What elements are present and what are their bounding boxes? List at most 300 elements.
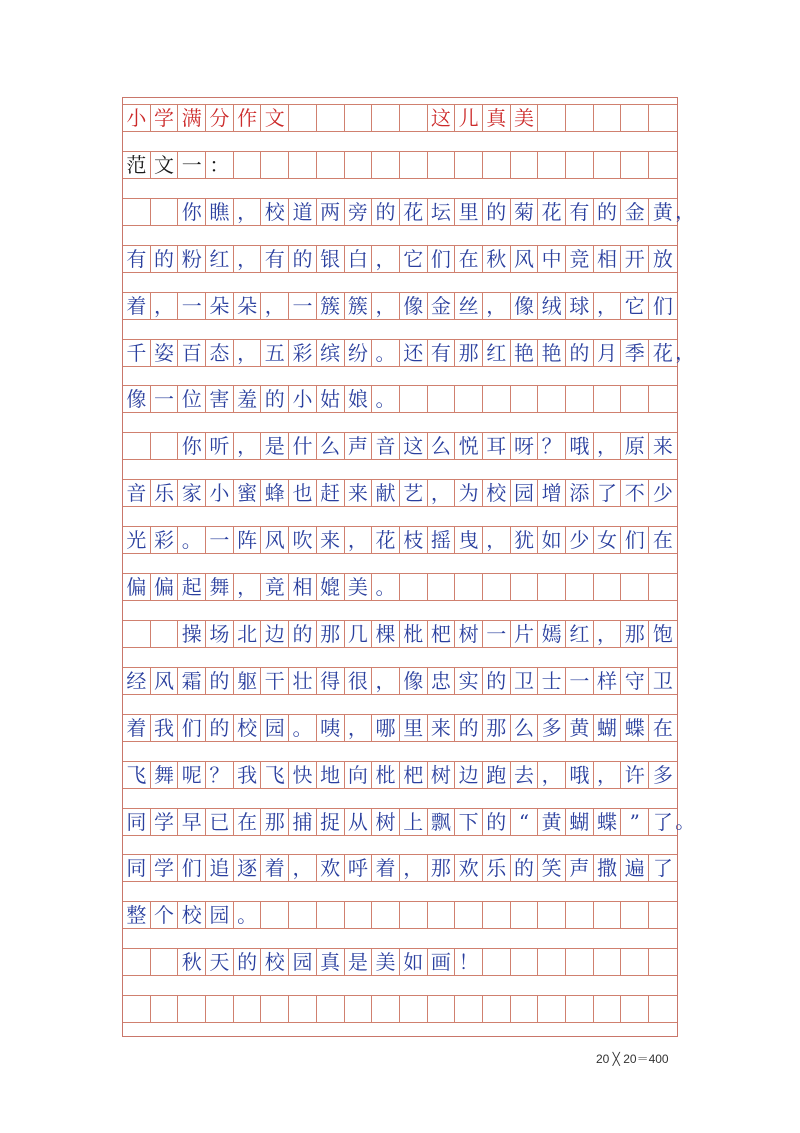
grid-cell: 园: [511, 479, 539, 507]
composition-grid-paper: [122, 97, 696, 1037]
grid-cell: ，: [261, 292, 289, 320]
grid-cell: 饱: [649, 620, 677, 648]
grid-cell: 来: [317, 526, 345, 554]
grid-cell: 朵: [206, 292, 234, 320]
grid-cell: 有: [566, 198, 594, 226]
grid-cell: 原: [621, 432, 649, 460]
grid-cell: [317, 995, 345, 1023]
grid-cell: 音: [123, 479, 151, 507]
grid-cell: 风: [151, 667, 179, 695]
grid-cell: [234, 995, 262, 1023]
grid-cell: 飞: [123, 761, 151, 789]
grid-cell: 呢: [178, 761, 206, 789]
grid-cell: 追: [206, 854, 234, 882]
grid-cell: 在: [234, 808, 262, 836]
grid-cell: 害: [206, 385, 234, 413]
grid-cell: [566, 948, 594, 976]
grid-cell: ？: [206, 761, 234, 789]
grid-cell: 的: [483, 198, 511, 226]
grid-cell: [511, 385, 539, 413]
grid-cell: ，: [594, 292, 622, 320]
grid-row: [123, 479, 677, 507]
grid-row: [123, 854, 677, 882]
grid-cell: 红: [566, 620, 594, 648]
grid-cell: 校: [234, 714, 262, 742]
grid-cell: [511, 948, 539, 976]
grid-cell: 作: [234, 104, 262, 132]
grid-cell: 两: [317, 198, 345, 226]
grid-cell: [428, 573, 456, 601]
grid-cell: 像: [400, 292, 428, 320]
grid-cell: 这: [428, 104, 456, 132]
grid-cell: 们: [649, 292, 677, 320]
grid-cell: 里: [455, 198, 483, 226]
grid-cell: 满: [178, 104, 206, 132]
grid-cell: 媲: [317, 573, 345, 601]
grid-cell: [566, 995, 594, 1023]
margin-punctuation: 。: [675, 808, 696, 833]
grid-cell: 风: [511, 245, 539, 273]
grid-cell: 红: [206, 245, 234, 273]
grid-cell: 。: [234, 901, 262, 929]
grid-cell: 枝: [400, 526, 428, 554]
grid-cell: [566, 151, 594, 179]
grid-cell: 中: [538, 245, 566, 273]
grid-cell: [428, 151, 456, 179]
grid-cell: 月: [594, 339, 622, 367]
grid-cell: [345, 104, 373, 132]
grid-cell: 是: [261, 432, 289, 460]
grid-cell: 白: [345, 245, 373, 273]
grid-cell: [538, 385, 566, 413]
grid-cell: ，: [428, 479, 456, 507]
grid-cell: 跑: [483, 761, 511, 789]
grid-cell: 枇: [400, 620, 428, 648]
grid-cell: 着: [123, 714, 151, 742]
grid-cell: 一: [289, 292, 317, 320]
grid-cell: 旁: [345, 198, 373, 226]
grid-cell: 你: [178, 432, 206, 460]
grid-cell: 边: [455, 761, 483, 789]
grid-cell: [621, 151, 649, 179]
grid-cell: 音: [372, 432, 400, 460]
grid-row: [123, 995, 677, 1023]
grid-cell: [594, 995, 622, 1023]
grid-cell: 飞: [261, 761, 289, 789]
grid-cell: 蝴: [594, 714, 622, 742]
grid-row: [123, 245, 677, 273]
grid-cell: 棵: [372, 620, 400, 648]
grid-cell: 曳: [455, 526, 483, 554]
grid-cell: [538, 995, 566, 1023]
grid-cell: [566, 901, 594, 929]
grid-cell: [455, 901, 483, 929]
grid-cell: 呼: [345, 854, 373, 882]
grid-cell: 学: [151, 854, 179, 882]
grid-cell: 守: [621, 667, 649, 695]
grid-cell: [511, 995, 539, 1023]
grid-cell: ！: [455, 948, 483, 976]
grid-cell: 的: [594, 198, 622, 226]
grid-cell: 百: [178, 339, 206, 367]
grid-cell: 一: [483, 620, 511, 648]
grid-cell: [151, 198, 179, 226]
grid-cell: 添: [566, 479, 594, 507]
grid-cell: 天: [206, 948, 234, 976]
grid-row: [123, 620, 677, 648]
grid-row: [123, 901, 677, 929]
grid-cell: 缤: [317, 339, 345, 367]
grid-cell: 杷: [428, 620, 456, 648]
grid-cell: 范: [123, 151, 151, 179]
grid-cell: 儿: [455, 104, 483, 132]
grid-cell: 姿: [151, 339, 179, 367]
grid-cell: 起: [178, 573, 206, 601]
grid-cell: 逐: [234, 854, 262, 882]
grid-cell: 了: [594, 479, 622, 507]
grid-cell: 羞: [234, 385, 262, 413]
grid-cell: 几: [345, 620, 373, 648]
grid-cell: [594, 151, 622, 179]
grid-cell: 艳: [511, 339, 539, 367]
grid-cell: 像: [511, 292, 539, 320]
grid-cell: [455, 995, 483, 1023]
grid-cell: ，: [372, 245, 400, 273]
grid-cell: 赶: [317, 479, 345, 507]
grid-cell: 的: [261, 385, 289, 413]
grid-cell: [594, 901, 622, 929]
grid-cell: 的: [289, 620, 317, 648]
grid-cell: 的: [455, 714, 483, 742]
grid-cell: ，: [400, 854, 428, 882]
grid-cell: 树: [455, 620, 483, 648]
grid-cell: 少: [649, 479, 677, 507]
grid-cell: 蜂: [261, 479, 289, 507]
grid-cell: 秋: [483, 245, 511, 273]
grid-cell: 杷: [400, 761, 428, 789]
grid-cell: 美: [511, 104, 539, 132]
grid-cell: 学: [151, 104, 179, 132]
grid-cell: 一: [566, 667, 594, 695]
grid-cell: 季: [621, 339, 649, 367]
grid-cell: ，: [289, 854, 317, 882]
grid-cell: 少: [566, 526, 594, 554]
grid-cell: [400, 385, 428, 413]
grid-cell: [372, 104, 400, 132]
grid-cell: [123, 948, 151, 976]
grid-cell: 如: [538, 526, 566, 554]
grid-cell: [621, 901, 649, 929]
margin-punctuation: ，: [675, 198, 696, 223]
grid-cell: 道: [289, 198, 317, 226]
grid-cell: 咦: [317, 714, 345, 742]
grid-cell: ，: [234, 198, 262, 226]
grid-row: [123, 339, 696, 367]
grid-cell: [400, 901, 428, 929]
grid-cell: 干: [261, 667, 289, 695]
grid-cell: 画: [428, 948, 456, 976]
grid-cell: 花 ，: [649, 339, 677, 367]
grid-cell: ，: [234, 573, 262, 601]
grid-cell: [261, 995, 289, 1023]
grid-cell: 粉: [178, 245, 206, 273]
grid-cell: 竟: [261, 573, 289, 601]
grid-cell: [428, 901, 456, 929]
grid-cell: [123, 198, 151, 226]
grid-cell: 实: [455, 667, 483, 695]
grid-cell: [289, 995, 317, 1023]
grid-row: [123, 808, 696, 836]
grid-cell: 卫: [649, 667, 677, 695]
grid-cell: 秋: [178, 948, 206, 976]
grid-cell: 树: [372, 808, 400, 836]
grid-cell: 。: [178, 526, 206, 554]
grid-cell: 下: [455, 808, 483, 836]
grid-cell: 上: [400, 808, 428, 836]
grid-cell: 相: [594, 245, 622, 273]
grid-cell: 黄 ，: [649, 198, 677, 226]
grid-cell: [483, 901, 511, 929]
grid-cell: [649, 385, 677, 413]
grid-cell: [400, 995, 428, 1023]
grid-cell: [234, 151, 262, 179]
grid-cell: 吹: [289, 526, 317, 554]
grid-cell: [538, 151, 566, 179]
grid-cell: [649, 901, 677, 929]
grid-cell: [289, 901, 317, 929]
grid-cell: 金: [621, 198, 649, 226]
grid-cell: 球: [566, 292, 594, 320]
grid-cell: 风: [261, 526, 289, 554]
grid-cell: [621, 385, 649, 413]
grid-cell: 整: [123, 901, 151, 929]
grid-cell: 女: [594, 526, 622, 554]
grid-row: [123, 292, 677, 320]
grid-cell: 在: [455, 245, 483, 273]
margin-punctuation: ，: [675, 339, 696, 364]
grid-cell: 姑: [317, 385, 345, 413]
grid-cell: 五: [261, 339, 289, 367]
grid-cell: [511, 573, 539, 601]
grid-row: [123, 761, 677, 789]
grid-cell: [566, 385, 594, 413]
grid-cell: [594, 104, 622, 132]
grid-cell: 卫: [511, 667, 539, 695]
grid-cell: 相: [289, 573, 317, 601]
grid-cell: ，: [372, 292, 400, 320]
grid-cell: 撒: [594, 854, 622, 882]
grid-cell: 校: [178, 901, 206, 929]
grid-cell: 竞: [566, 245, 594, 273]
grid-cell: 听: [206, 432, 234, 460]
grid-cell: 献: [372, 479, 400, 507]
grid-cell: 我: [151, 714, 179, 742]
grid-cell: [483, 948, 511, 976]
grid-cell: 艺: [400, 479, 428, 507]
grid-cell: [621, 995, 649, 1023]
grid-cell: 一: [178, 151, 206, 179]
grid-cell: 蝶: [621, 714, 649, 742]
grid-cell: 学: [151, 808, 179, 836]
grid-cell: 黄: [566, 714, 594, 742]
grid-cell: [289, 104, 317, 132]
grid-cell: 边: [261, 620, 289, 648]
grid-cell: 飘: [428, 808, 456, 836]
grid-cell: 来: [428, 714, 456, 742]
grid-cell: 的: [372, 198, 400, 226]
grid-cell: 经: [123, 667, 151, 695]
grid-cell: [649, 573, 677, 601]
grid-cell: 操: [178, 620, 206, 648]
grid-cell: 有: [428, 339, 456, 367]
grid-cell: 了: [649, 854, 677, 882]
grid-cell: [455, 573, 483, 601]
grid-cell: 笑: [538, 854, 566, 882]
grid-row: [123, 714, 677, 742]
grid-cell: 彩: [151, 526, 179, 554]
grid-cell: 它: [400, 245, 428, 273]
grid-cell: 忠: [428, 667, 456, 695]
grid-cell: 文: [151, 151, 179, 179]
grid-cell: 分: [206, 104, 234, 132]
grid-cell: [649, 995, 677, 1023]
grid-cell: 一: [178, 292, 206, 320]
grid-cell: [317, 901, 345, 929]
grid-cell: 开: [621, 245, 649, 273]
grid-cell: 在: [649, 714, 677, 742]
grid-cell: 们: [621, 526, 649, 554]
grid-cell: 菊: [511, 198, 539, 226]
grid-cell: 士: [538, 667, 566, 695]
grid-row: [123, 667, 677, 695]
grid-cell: 舞: [206, 573, 234, 601]
grid-count-label: 20 ╳ 20＝400: [596, 1052, 669, 1066]
grid-cell: 快: [289, 761, 317, 789]
grid-cell: 我: [234, 761, 262, 789]
grid-cell: [538, 901, 566, 929]
grid-cell: [621, 104, 649, 132]
grid-cell: ，: [234, 339, 262, 367]
grid-cell: [511, 151, 539, 179]
grid-cell: 的: [206, 714, 234, 742]
grid-row: [123, 526, 677, 554]
grid-cell: ，: [594, 620, 622, 648]
grid-cell: ，: [483, 526, 511, 554]
grid-cell: [345, 995, 373, 1023]
grid-cell: [151, 995, 179, 1023]
grid-cell: 犹: [511, 526, 539, 554]
grid-cell: [206, 995, 234, 1023]
grid-cell: 声: [345, 432, 373, 460]
grid-cell: 的: [289, 245, 317, 273]
grid-cell: [483, 573, 511, 601]
grid-cell: 瞧: [206, 198, 234, 226]
grid-cell: 丝: [455, 292, 483, 320]
grid-cell: 的: [151, 245, 179, 273]
grid-cell: 遍: [621, 854, 649, 882]
grid-cell: 花: [372, 526, 400, 554]
grid-cell: 光: [123, 526, 151, 554]
grid-cell: [455, 151, 483, 179]
grid-cell: 同: [123, 854, 151, 882]
grid-cell: 美: [372, 948, 400, 976]
grid-row: [123, 948, 677, 976]
grid-cell: 如: [400, 948, 428, 976]
grid-cell: 蜜: [234, 479, 262, 507]
grid-cell: [345, 151, 373, 179]
grid-cell: 已: [206, 808, 234, 836]
grid-cell: 偏: [151, 573, 179, 601]
grid-cell: [400, 104, 428, 132]
grid-cell: 得: [317, 667, 345, 695]
grid-cell: 从: [345, 808, 373, 836]
grid-cell: 地: [317, 761, 345, 789]
grid-cell: 壮: [289, 667, 317, 695]
grid-cell: 哦: [566, 432, 594, 460]
grid-cell: ，: [345, 714, 373, 742]
grid-cell: 枇: [372, 761, 400, 789]
grid-cell: 同: [123, 808, 151, 836]
grid-cell: 簇: [317, 292, 345, 320]
grid-cell: [511, 901, 539, 929]
grid-cell: [483, 151, 511, 179]
grid-cell: 里: [400, 714, 428, 742]
grid-row: [123, 573, 677, 601]
grid-cell: 哪: [372, 714, 400, 742]
grid-cell: 偏: [123, 573, 151, 601]
grid-cell: [317, 151, 345, 179]
grid-cell: 去: [511, 761, 539, 789]
grid-cell: 着: [123, 292, 151, 320]
grid-cell: ，: [594, 761, 622, 789]
grid-cell: 园: [289, 948, 317, 976]
grid-cell: 真: [317, 948, 345, 976]
grid-cell: ，: [372, 667, 400, 695]
grid-cell: 黄: [538, 808, 566, 836]
grid-cell: 阵: [234, 526, 262, 554]
grid-cell: 那: [483, 714, 511, 742]
grid-cell: 来: [345, 479, 373, 507]
grid-cell: [345, 901, 373, 929]
grid-cell: [317, 104, 345, 132]
grid-cell: 舞: [151, 761, 179, 789]
grid-cell: ，: [234, 245, 262, 273]
grid-cell: 花: [400, 198, 428, 226]
grid-cell: [621, 573, 649, 601]
grid-cell: 也: [289, 479, 317, 507]
grid-cell: 躯: [234, 667, 262, 695]
grid-cell: ？: [538, 432, 566, 460]
grid-cell: 在: [649, 526, 677, 554]
grid-cell: “: [511, 808, 539, 836]
grid-cell: 捕: [289, 808, 317, 836]
grid-cell: 的: [206, 667, 234, 695]
grid-cell: 的: [566, 339, 594, 367]
grid-cell: 嫣: [538, 620, 566, 648]
grid-cell: 花: [538, 198, 566, 226]
grid-cell: [594, 948, 622, 976]
grid-row: [123, 151, 677, 179]
grid-cell: 向: [345, 761, 373, 789]
grid-cell: 着: [261, 854, 289, 882]
grid-cell: 园: [206, 901, 234, 929]
grid-cell: [123, 432, 151, 460]
grid-cell: 来: [649, 432, 677, 460]
grid-cell: 文: [261, 104, 289, 132]
grid-cell: 乐: [483, 854, 511, 882]
grid-cell: 位: [178, 385, 206, 413]
grid-cell: 美: [345, 573, 373, 601]
